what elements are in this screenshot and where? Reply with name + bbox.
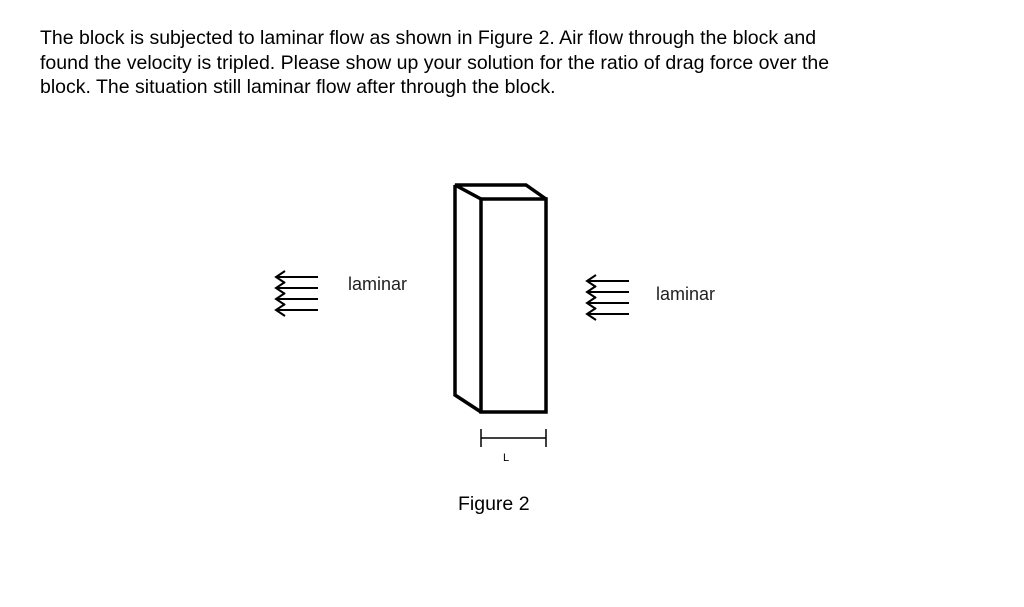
- block: [455, 185, 546, 412]
- left-arrow-icon: [276, 304, 318, 316]
- left-arrow-icon: [276, 293, 318, 305]
- problem-line-3: block. The situation still laminar flow after through the block.: [40, 76, 556, 98]
- dimension-label: L: [503, 452, 510, 464]
- right-flow-arrows: [587, 275, 629, 320]
- figure-caption: Figure 2: [458, 493, 530, 515]
- left-flow-label: laminar: [348, 274, 408, 294]
- problem-line-2: found the velocity is tripled. Please show up your solution for the ratio of drag force over the: [40, 51, 830, 74]
- left-arrow-icon: [276, 271, 318, 283]
- left-arrow-icon: [587, 297, 629, 309]
- left-arrow-icon: [587, 308, 629, 320]
- left-arrow-icon: [587, 275, 629, 287]
- problem-line-1: The block is subjected to laminar flow as shown in Figure 2. Air flow through the block and: [40, 27, 817, 49]
- block-side-face: [455, 185, 481, 412]
- dimension-marker: [481, 429, 546, 447]
- left-arrow-icon: [276, 282, 318, 294]
- block-front-face: [481, 199, 546, 412]
- left-flow-arrows: [276, 271, 318, 316]
- left-arrow-icon: [587, 286, 629, 298]
- right-flow-label: laminar: [656, 284, 716, 304]
- block-top-face: [455, 185, 546, 199]
